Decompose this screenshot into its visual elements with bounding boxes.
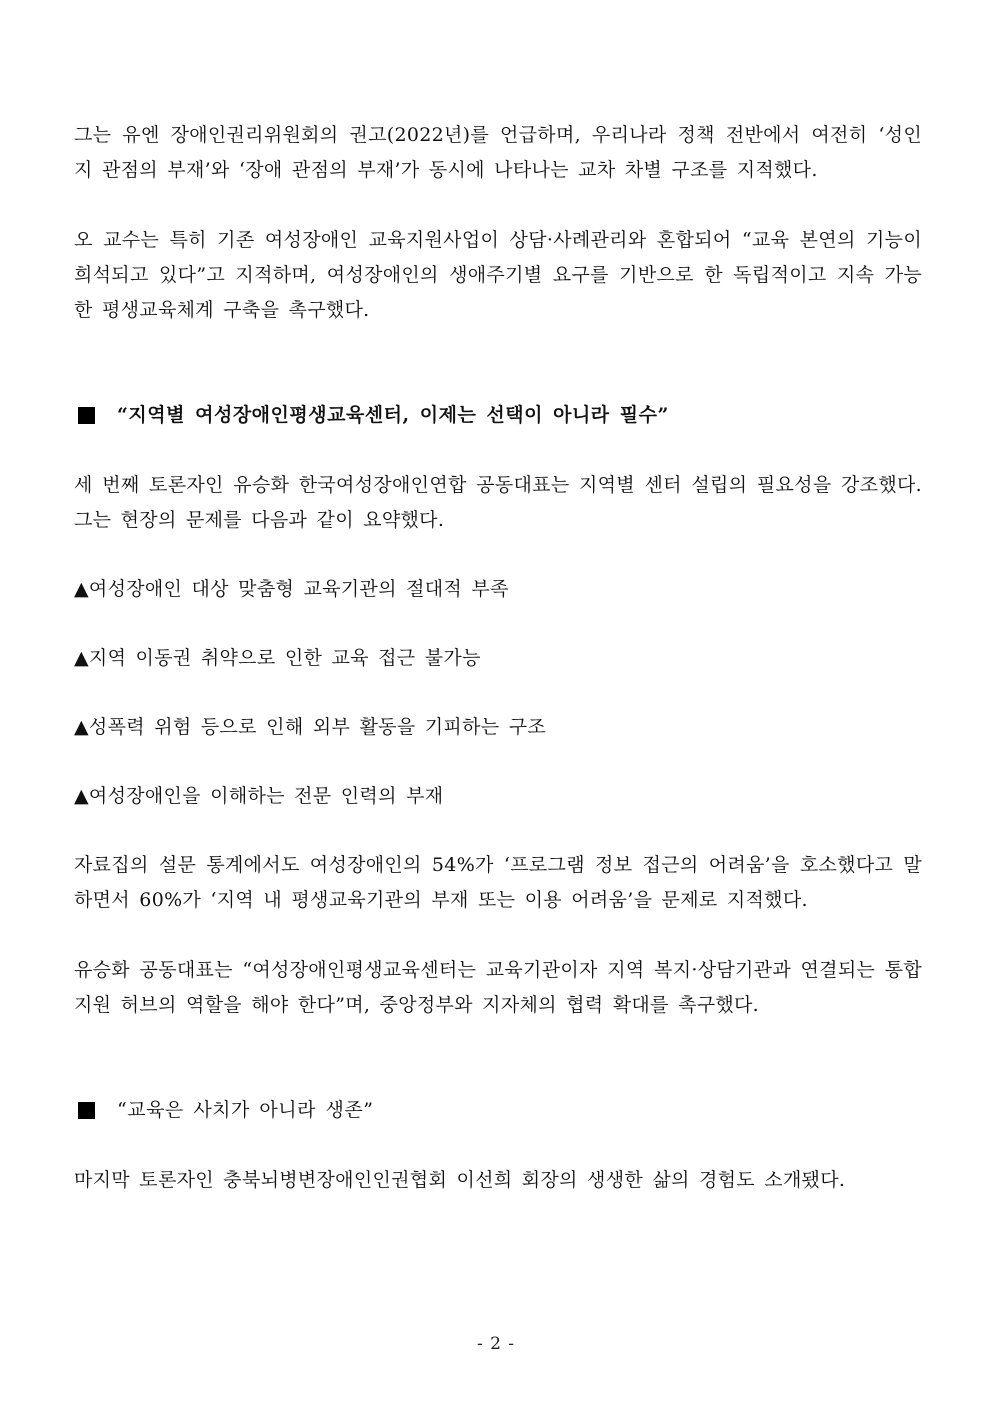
- black-square-icon: [78, 407, 95, 424]
- list-item: ▲여성장애인 대상 맞춤형 교육기관의 절대적 부족: [74, 578, 509, 600]
- document-page: [74, 118, 922, 1198]
- black-square-icon: [78, 1102, 95, 1119]
- section-heading-survival: [74, 1093, 922, 1128]
- section-heading-regional-center: [74, 398, 922, 433]
- paragraph-professor-oh: 오 교수는 특히 기존 여성장애인 교육지원사업이 상담·사례관리와 혼합되어 “교육 본연의 기능이 희석되고 있다”고 지적하며, 여성장애인의 생애주기별 요구를 기반으로 한 독립적이고 지속 가능한 평생교육체계 구축을 촉구했다.: [74, 229, 922, 321]
- paragraph-un-recommendation: 그는 유엔 장애인권리위원회의 권고(2022년)를 언급하며, 우리나라 정책 전반에서 여전히 ‘성인지 관점의 부재’와 ‘장애 관점의 부재’가 동시에 나타나는 교차 차별 구조를 지적했다.: [74, 124, 922, 181]
- list-item: ▲성폭력 위험 등으로 인해 외부 활동을 기피하는 구조: [74, 716, 547, 738]
- paragraph-last-panelist: 마지막 토론자인 충북뇌병변장애인인권협회 이선희 회장의 생생한 삶의 경험도 소개됐다.: [74, 1169, 846, 1191]
- list-item: ▲여성장애인을 이해하는 전문 인력의 부재: [74, 785, 444, 807]
- page-number: - 2 -: [476, 1334, 516, 1354]
- section-heading-text: “지역별 여성장애인평생교육센터, 이제는 선택이 아니라 필수”: [117, 404, 669, 426]
- paragraph-integrated-hub: 유승화 공동대표는 “여성장애인평생교육센터는 교육기관이자 지역 복지·상담기관과 연결되는 통합 지원 허브의 역할을 해야 한다”며, 중앙정부와 지자체의 협력 확대를 촉구했다.: [74, 959, 922, 1016]
- paragraph-survey-statistics: 자료집의 설문 통계에서도 여성장애인의 54%가 ‘프로그램 정보 접근의 어려움’을 호소했다고 말하면서 60%가 ‘지역 내 평생교육기관의 부재 또는 이용 어려움’을 문제로 지적했다.: [74, 854, 922, 911]
- paragraph-third-panelist: 세 번째 토론자인 유승화 한국여성장애인연합 공동대표는 지역별 센터 설립의 필요성을 강조했다. 그는 현장의 문제를 다음과 같이 요약했다.: [74, 474, 922, 531]
- list-item: ▲지역 이동권 취약으로 인한 교육 접근 불가능: [74, 647, 481, 669]
- section-heading-text: “교육은 사치가 아니라 생존”: [117, 1099, 374, 1121]
